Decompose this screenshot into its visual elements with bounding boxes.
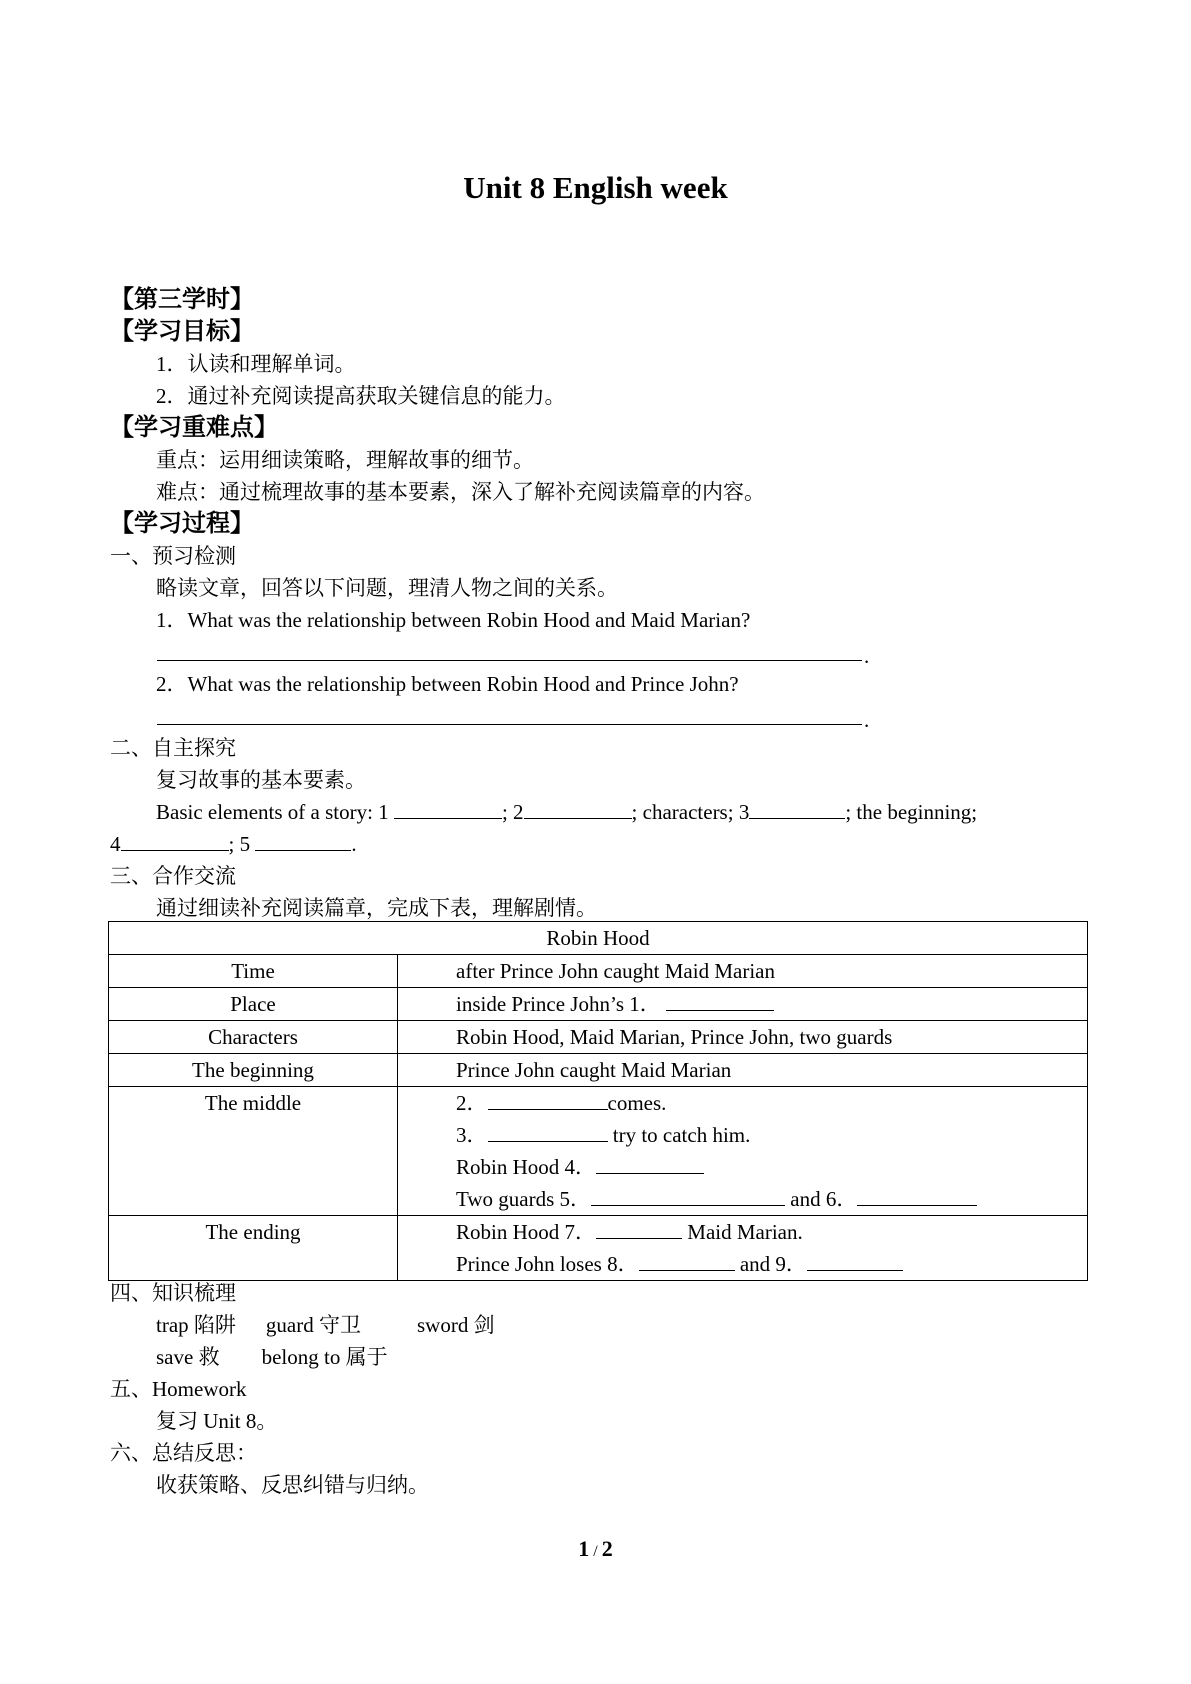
answer-1-period: . — [864, 644, 870, 668]
table-blank-2[interactable] — [488, 1089, 608, 1110]
page-title: Unit 8 English week — [463, 170, 728, 205]
table-row: Time after Prince John caught Maid Marian — [109, 955, 1088, 988]
reflection-text: 收获策略、反思纠错与归纳。 — [156, 1473, 429, 1497]
question-1: 1．What was the relationship between Robin Hood and Maid Marian? — [156, 608, 751, 632]
goal-item: 1．认读和理解单词。 — [156, 352, 356, 376]
lesson-heading: 【第三学时】 — [110, 287, 254, 313]
question-2: 2．What was the relationship between Robin Hood and Prince John? — [156, 672, 739, 696]
story-table — [108, 921, 1088, 1281]
table-blank-8[interactable] — [639, 1250, 735, 1271]
table-row: The middle 2． comes. 3． try to catch him. Robin Hood 4． Two guards 5． and 6． — [109, 1087, 1088, 1216]
goal-item: 2．通过补充阅读提高获取关键信息的能力。 — [156, 384, 566, 408]
page-number: 1 / 2 — [578, 1536, 613, 1561]
blank-5[interactable] — [255, 830, 351, 851]
process-heading: 【学习过程】 — [110, 511, 254, 537]
table-blank-6[interactable] — [857, 1185, 977, 1206]
table-row: Characters Robin Hood, Maid Marian, Prince John, two guards — [109, 1021, 1088, 1054]
focus-text: 重点：运用细读策略，理解故事的细节。 — [156, 448, 534, 472]
elements-line-2: 4 ; 5 . — [110, 832, 357, 856]
table-blank-3[interactable] — [488, 1121, 608, 1142]
vocab-line-1: trap 陷阱 guard 守卫 sword 剑 — [156, 1313, 495, 1337]
difficulty-text: 难点：通过梳理故事的基本要素，深入了解补充阅读篇章的内容。 — [156, 480, 765, 504]
goals-heading: 【学习目标】 — [110, 319, 254, 345]
table-row: Place inside Prince John’s 1． — [109, 988, 1088, 1021]
table-blank-1[interactable] — [666, 990, 774, 1011]
section3-intro: 通过细读补充阅读篇章，完成下表，理解剧情。 — [156, 896, 597, 920]
blank-3[interactable] — [749, 798, 845, 819]
blank-4[interactable] — [121, 830, 229, 851]
section6-heading: 六、总结反思： — [110, 1441, 257, 1465]
section5-heading: 五、Homework — [110, 1377, 247, 1401]
table-blank-5[interactable] — [591, 1185, 785, 1206]
section3-heading: 三、合作交流 — [110, 864, 236, 888]
table-blank-9[interactable] — [807, 1250, 903, 1271]
table-blank-7[interactable] — [596, 1218, 682, 1239]
table-row: The ending Robin Hood 7． Maid Marian. Prince John loses 8． and 9． — [109, 1216, 1088, 1281]
answer-line-1[interactable] — [157, 660, 862, 661]
section1-intro: 略读文章，回答以下问题，理清人物之间的关系。 — [156, 576, 618, 600]
blank-1[interactable] — [394, 798, 502, 819]
blank-2[interactable] — [524, 798, 632, 819]
table-blank-4[interactable] — [596, 1153, 704, 1174]
section2-heading: 二、自主探究 — [110, 736, 236, 760]
homework-text: 复习 Unit 8。 — [156, 1409, 278, 1433]
elements-line-1: Basic elements of a story: 1 ; 2 ; characters; 3 ; the beginning; — [156, 800, 978, 824]
table-header: Robin Hood — [109, 922, 1088, 955]
table-row: The beginning Prince John caught Maid Marian — [109, 1054, 1088, 1087]
key-points-heading: 【学习重难点】 — [110, 415, 278, 441]
answer-line-2[interactable] — [157, 724, 862, 725]
section1-heading: 一、预习检测 — [110, 544, 236, 568]
answer-2-period: . — [864, 708, 870, 732]
vocab-line-2: save 救 belong to 属于 — [156, 1345, 388, 1369]
section4-heading: 四、知识梳理 — [110, 1281, 236, 1305]
section2-intro: 复习故事的基本要素。 — [156, 768, 366, 792]
